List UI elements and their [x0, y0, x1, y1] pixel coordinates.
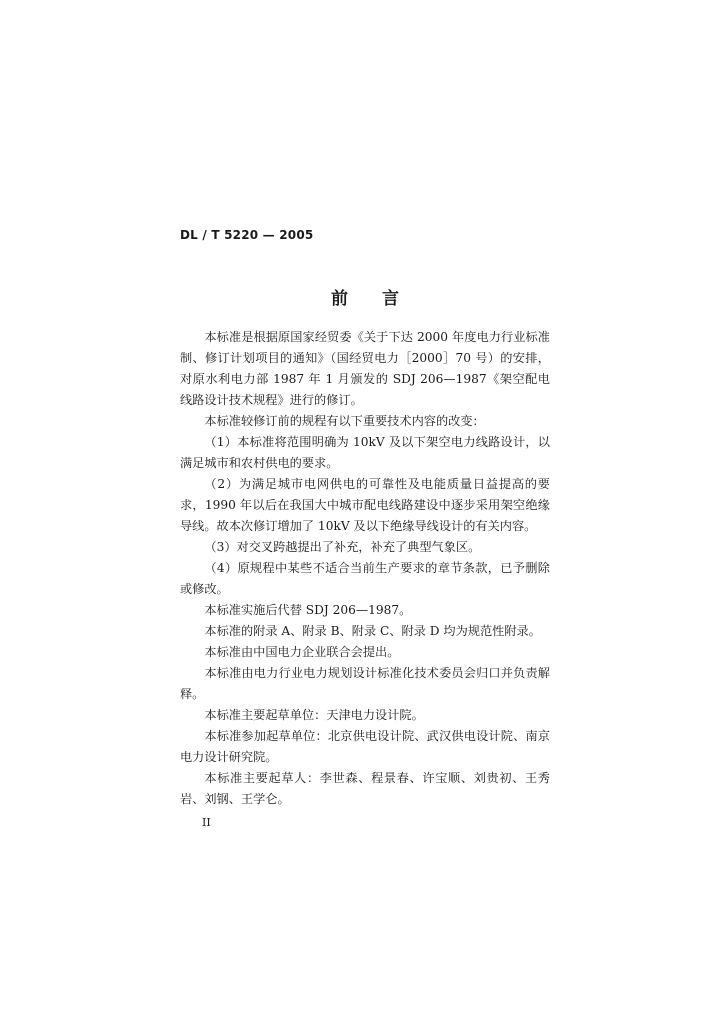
page-title: 前言 — [331, 289, 433, 309]
paragraph-change-1: （1）本标准将范围明确为 10kV 及以下架空电力线路设计，以满足城市和农村供电的要求。 — [180, 435, 550, 470]
paragraph-appendices: 本标准的附录 A、附录 B、附录 C、附录 D 均为规范性附录。 — [204, 624, 541, 638]
paragraph-change-4: （4）原规程中某些不适合当前生产要求的章节条款，已予删除或修改。 — [180, 561, 550, 596]
paragraph-change-3: （3）对交叉跨越提出了补充，补充了典型气象区。 — [204, 540, 481, 554]
paragraph-basis: 本标准是根据原国家经贸委《关于下达 2000 年度电力行业标准制、修订计划项目的通知》（国经贸电力［2000］70 号）的安排，对原水利电力部 1987 年 1 月颁发的 SDJ 206—1987《架空配电线路设计技术规程》进行的修订。 — [180, 330, 550, 407]
preface-body — [180, 327, 550, 810]
paragraph-main-drafters: 本标准主要起草人：李世森、程景春、许宝顺、刘贵初、王秀岩、刘钢、王学仑。 — [180, 771, 550, 806]
paragraph-changes-intro: 本标准较修订前的规程有以下重要技术内容的改变： — [204, 414, 485, 428]
paragraph-proposed-by: 本标准由中国电力企业联合会提出。 — [204, 645, 400, 659]
paragraph-main-drafter-unit: 本标准主要起草单位：天津电力设计院。 — [204, 708, 424, 722]
page-number: II — [202, 816, 211, 829]
paragraph-participating-units: 本标准参加起草单位：北京供电设计院、武汉供电设计院、南京电力设计研究院。 — [180, 729, 550, 764]
paragraph-change-2: （2）为满足城市电网供电的可靠性及电能质量日益提高的要求，1990 年以后在我国大中城市配电线路建设中逐步采用架空绝缘导线。故本次修订增加了 10kV 及以下绝缘导线设计的有关内容。 — [180, 477, 550, 533]
paragraph-replaces: 本标准实施后代替 SDJ 206—1987。 — [204, 603, 412, 617]
paragraph-responsible: 本标准由电力行业电力规划设计标准化技术委员会归口并负责解释。 — [180, 666, 550, 701]
standard-code: DL / T 5220 — 2005 — [180, 228, 314, 242]
